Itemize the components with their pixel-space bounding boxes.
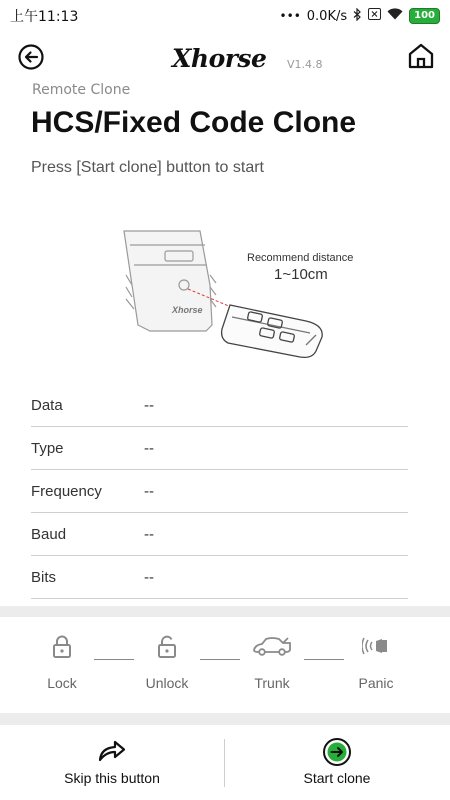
lock-icon bbox=[52, 635, 72, 663]
info-label: Type bbox=[31, 439, 64, 457]
unlock-icon bbox=[157, 635, 177, 663]
start-clone-button[interactable] bbox=[225, 725, 449, 800]
skip-label: Skip this button bbox=[64, 770, 160, 786]
section-divider bbox=[0, 606, 450, 617]
sequence-connector bbox=[304, 659, 344, 660]
info-label: Data bbox=[31, 396, 63, 414]
info-row-baud bbox=[31, 513, 408, 556]
trunk-button[interactable] bbox=[237, 617, 307, 713]
start-clone-icon bbox=[322, 737, 352, 771]
page-title: HCS/Fixed Code Clone bbox=[31, 106, 357, 139]
unlock-button[interactable] bbox=[132, 617, 202, 713]
lock-label: Lock bbox=[47, 675, 77, 691]
sim-x-icon bbox=[368, 8, 381, 24]
status-icons bbox=[280, 8, 440, 25]
sequence-connector bbox=[200, 659, 240, 660]
distance-label: Recommend distance bbox=[247, 252, 354, 264]
lock-button[interactable] bbox=[27, 617, 97, 713]
app-header bbox=[0, 34, 450, 82]
skip-arrow-icon bbox=[97, 737, 127, 767]
distance-value: 1~10cm bbox=[274, 266, 328, 283]
info-row-frequency bbox=[31, 470, 408, 513]
panic-icon bbox=[362, 635, 390, 663]
panic-button[interactable] bbox=[341, 617, 411, 713]
key-fob bbox=[222, 305, 323, 357]
battery-icon: 100 bbox=[409, 8, 440, 24]
page-subtitle: Remote Clone bbox=[32, 82, 131, 98]
home-icon bbox=[407, 42, 435, 70]
home-button[interactable] bbox=[407, 42, 435, 70]
info-value: -- bbox=[144, 568, 154, 586]
info-label: Baud bbox=[31, 525, 67, 543]
app-version: V1.4.8 bbox=[287, 58, 323, 71]
info-row-type bbox=[31, 427, 408, 470]
remote-buttons-panel bbox=[0, 617, 450, 713]
unlock-label: Unlock bbox=[145, 675, 189, 691]
back-button[interactable] bbox=[18, 44, 44, 70]
trunk-label: Trunk bbox=[254, 675, 290, 691]
info-value: -- bbox=[144, 525, 154, 543]
clone-illustration bbox=[110, 225, 370, 365]
instruction-text: Press [Start clone] button to start bbox=[31, 159, 264, 176]
info-label: Frequency bbox=[31, 482, 102, 500]
trunk-icon bbox=[252, 635, 292, 663]
wifi-icon bbox=[387, 8, 403, 24]
network-speed: 0.0K/s bbox=[306, 8, 348, 24]
start-clone-label: Start clone bbox=[303, 770, 371, 786]
key-tool-device bbox=[124, 231, 216, 331]
status-bar bbox=[0, 0, 450, 32]
bottom-action-bar bbox=[0, 725, 450, 800]
panic-label: Panic bbox=[358, 675, 394, 691]
sequence-connector bbox=[94, 659, 134, 660]
back-arrow-icon bbox=[18, 44, 44, 70]
status-time: 上午11:13 bbox=[10, 9, 79, 25]
status-dots: ••• bbox=[279, 9, 301, 23]
info-label: Bits bbox=[31, 568, 57, 586]
section-divider bbox=[0, 713, 450, 725]
info-value: -- bbox=[144, 482, 154, 500]
skip-button[interactable] bbox=[0, 725, 224, 800]
info-value: -- bbox=[144, 396, 154, 414]
svg-text:Xhorse: Xhorse bbox=[172, 305, 203, 315]
xhorse-logo: Xhorse bbox=[172, 44, 267, 73]
info-row-bits bbox=[31, 556, 408, 599]
bluetooth-icon bbox=[353, 8, 362, 25]
info-value: -- bbox=[144, 439, 154, 457]
info-row-data bbox=[31, 384, 408, 427]
signal-info-table bbox=[31, 384, 408, 599]
